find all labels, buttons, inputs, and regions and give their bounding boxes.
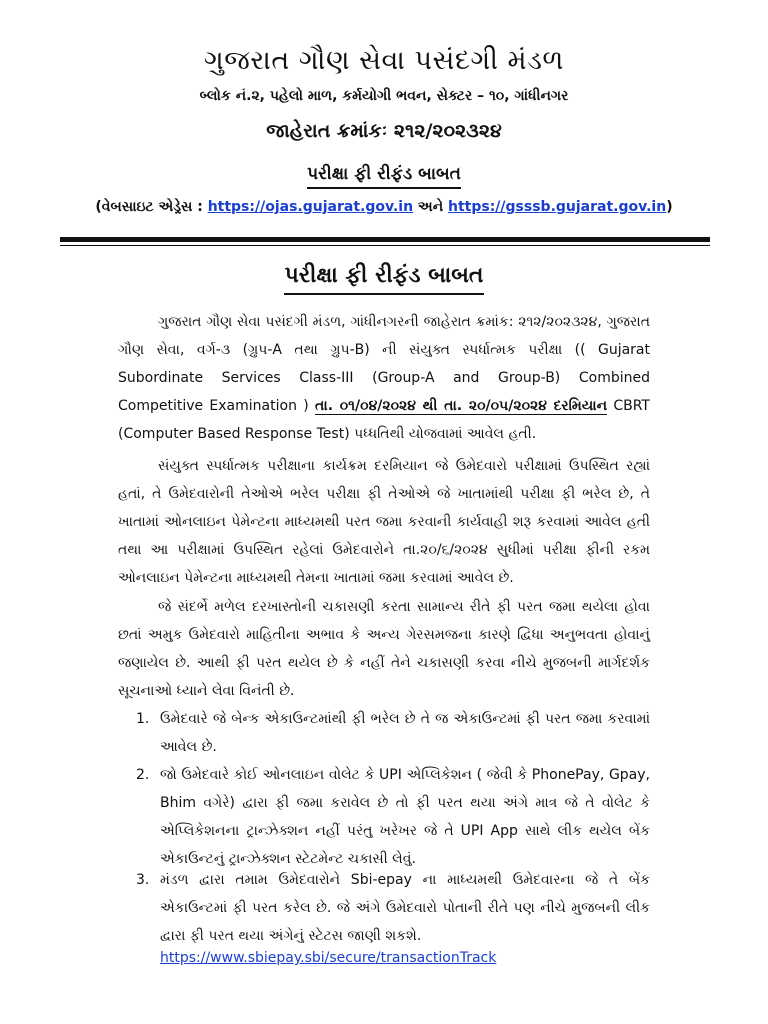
website-prefix: (વેબસાઇટ એડ્રેસ : (95, 199, 208, 215)
list-item (118, 866, 650, 950)
paragraph-1 (118, 308, 650, 448)
body-heading-text: પરીક્ષા ફી રીફંડ બાબત (284, 263, 483, 295)
para3-text: જે સંદર્ભે મળેલ દરખાસ્તોની ચકાસણી કરતા સામાન્ય રીતે ફી પરત જમા થયેલા હોવા છતાં અમુક ઉમેદવારો માહિતીના અભાવ કે અન્ય ગેરસમજના કારણે દ્વિધા અનુભવતા હોવાનું જણાયેલ છે. આથી ફી પરત થયેલ છે કે નહીં તેને ચકાસણી કરવા નીચે મુજબની માર્ગદર્શક સૂચનાઓ ધ્યાને લેવા વિનંતી છે. (118, 599, 650, 699)
body-heading (0, 263, 768, 288)
para2-text: સંયુક્ત સ્પર્ધાત્મક પરીક્ષાના કાર્યક્રમ દરમિયાન જે ઉમેદવારો પરીક્ષામાં ઉપસ્થિત રહ્યાં હતાં, તે ઉમેદવારોની તેઓએ ભરેલ પરીક્ષા ફી તેઓએ જે ખાતામાંથી પરીક્ષા ફી ભરેલ છે, તે ખાતામાં ઓનલાઇન પેમેન્ટના માધ્યમથી પરત જમા કરવાની કાર્યવાહી શરૂ કરવામાં આવેલ હતી તથા આ પરીક્ષામાં ઉપસ્થિત રહેલાં ઉમેદવારોને તા.૨૦/૬/૨૦૨૪ સુધીમાં પરીક્ષા ફીની રકમ ઓનલાઇન પેમેન્ટના માધ્યમથી તેમના ખાતામાં જમા કરવામાં આવેલ છે. (118, 458, 650, 586)
item-number: 3. (136, 872, 150, 888)
para1-text-b: CBRT (Computer Based Response Test) પધ્ધતિથી યોજવામાં આવેલ હતી. (118, 398, 650, 442)
item-text: જો ઉમેદવારે કોઈ ઓનલાઇન વોલેટ કે UPI એપ્લિકેશન ( જેવી કે PhonePay, Gpay, Bhim વગેરે) દ્વારા ફી જમા કરાવેલ છે તો ફી પરત થયા અંગે માત્ર જે તે વોલેટ કે એપ્લિકેશનના ટ્રાન્ઝેક્શન નહીં પરંતુ ખરેખર જે તે UPI App સાથે લીક થયેલ બેંક એકાઉન્ટનું ટ્રાન્ઝેક્શન સ્ટેટમેન્ટ ચકાસી લેવું. (160, 767, 650, 867)
item-number: 1. (136, 711, 150, 727)
website-line (0, 199, 768, 215)
paragraph-2 (118, 452, 650, 592)
list-item (118, 705, 650, 761)
advertisement-number: જાહેરાત ક્રમાંકઃ ૨૧૨/૨૦૨૩૨૪ (266, 120, 502, 142)
exam-dates: તા. ૦૧/૦૪/૨૦૨૪ થી તા. ૨૦/૦૫/૨૦૨૪ દરમિયાન (315, 398, 608, 414)
subject-title (0, 164, 768, 184)
transaction-track-link[interactable]: https://www.sbiepay.sbi/secure/transactionTrack (160, 950, 497, 966)
divider-thick (60, 237, 710, 242)
website-suffix: ) (666, 199, 673, 215)
item-text: મંડળ દ્વારા તમામ ઉમેદવારોને Sbi-epay ના માધ્યમથી ઉમેદવારના જે તે બેંક એકાઉન્ટમાં ફી પરત કરેલ છે. જે અંગે ઉમેદવારો પોતાની રીતે પણ નીચે મુજબની લીક દ્વારા ફી પરત થયા અંગેનું સ્ટેટસ જાણી શકશે. (160, 872, 650, 944)
paragraph-3 (118, 593, 650, 705)
item-text: ઉમેદવારે જે બેન્ક એકાઉન્ટમાંથી ફી ભરેલ છે તે જ એકાઉન્ટમાં ફી પરત જમા કરવામાં આવેલ છે. (160, 711, 650, 755)
ojas-link[interactable]: https://ojas.gujarat.gov.in (207, 199, 414, 215)
list-item (118, 761, 650, 873)
org-address: બ્લોક નં.૨, પહેલો માળ, કર્મયોગી ભવન, સેક્ટર – ૧૦, ગાંધીનગર (199, 88, 569, 104)
item-number: 2. (136, 767, 150, 783)
para1-text-a: ગુજરાત ગૌણ સેવા પસંદગી મંડળ, ગાંધીનગરની જાહેરાત ક્રમાંક: ૨૧૨/૨૦૨૩૨૪, ગુજરાત ગૌણ સેવા, વર્ગ-૩ (ગ્રુપ-A તથા ગ્રુપ-B) ની સંયુક્ત સ્પર્ધાત્મક પરીક્ષા (( Gujarat Subordinate Services Class-III (Group-A and Group-B) Combined Competitive Examination ) (118, 314, 650, 414)
gsssb-link[interactable]: https://gsssb.gujarat.gov.in (448, 199, 667, 215)
subject-text: પરીક્ષા ફી રીફંડ બાબત (307, 164, 461, 189)
org-title: ગુજરાત ગૌણ સેવા પસંદગી મંડળ (204, 45, 564, 76)
divider-thin (60, 245, 710, 246)
website-and: અને (413, 199, 448, 215)
